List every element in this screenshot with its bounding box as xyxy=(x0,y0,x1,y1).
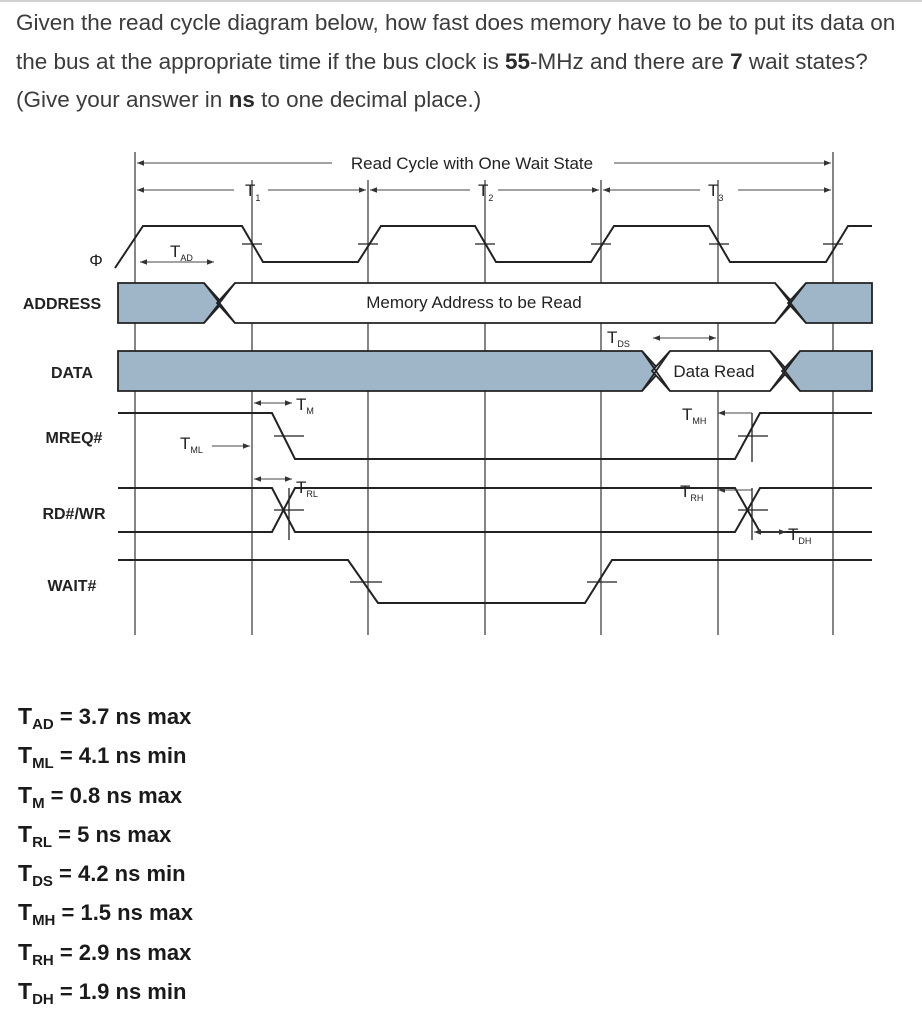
tm-label: $T_M$ xyxy=(296,395,314,416)
tad-label: $T_{AD}$ xyxy=(170,242,193,263)
clock-label: Φ xyxy=(89,251,103,270)
address-bus xyxy=(118,283,872,323)
state-t2: $T_2$ xyxy=(478,181,494,203)
read-cycle-timing-diagram xyxy=(0,140,922,660)
trl-label: $T_{RL}$ xyxy=(296,478,318,499)
timing-parameters-list xyxy=(18,700,193,1014)
mreq-label: MREQ# xyxy=(45,430,103,447)
tds-label: $T_{DS}$ xyxy=(607,328,630,349)
clock-waveform xyxy=(115,226,872,268)
cycle-title: Read Cycle with One Wait State xyxy=(350,154,594,173)
question-part-4: to one decimal place.) xyxy=(254,87,482,112)
timing-tds: $T_{DS} = 4.2$ ns min xyxy=(18,860,186,891)
wait-waveform xyxy=(118,560,872,603)
state-t3: $T_3$ xyxy=(708,181,724,203)
timing-trh: $T_{RH} = 2.9$ ns max xyxy=(18,938,192,969)
clock-value: 55 xyxy=(505,48,531,74)
answer-unit: ns xyxy=(228,87,255,112)
data-bus xyxy=(118,351,872,391)
rdwr-label: RD#/WR xyxy=(42,506,106,523)
top-border xyxy=(0,0,922,2)
question-part-2: -MHz and there are xyxy=(530,48,731,74)
address-text: Memory Address to be Read xyxy=(366,293,582,312)
trh-label: $T_{RH}$ xyxy=(680,482,704,503)
data-label: DATA xyxy=(50,365,94,382)
question-part-1: Given the read cycle diagram below, how fast does memory have to be to put its data on the bus at the appropriate time if the bus clock is xyxy=(16,10,896,74)
cycle-dimension xyxy=(137,154,831,173)
grid-lines xyxy=(135,152,833,635)
address-label: ADDRESS xyxy=(22,296,102,313)
timing-tad: $T_{AD} = 3.7$ ns max xyxy=(18,703,192,733)
timing-tml: $T_{ML} = 4.1$ ns min xyxy=(18,742,187,773)
timing-tdh: $T_{DH} = 1.9$ ns min xyxy=(18,978,187,1009)
tdh-label: $T_{DH}$ xyxy=(788,525,812,546)
timing-trl: $T_{RL} = 5$ ns max xyxy=(18,820,172,851)
wait-states-value: 7 xyxy=(730,48,743,74)
state-t1: $T_1$ xyxy=(245,181,261,203)
data-text: Data Read xyxy=(673,362,755,381)
question-text xyxy=(16,4,906,120)
timing-tmh: $T_{MH} = 1.5$ ns max xyxy=(18,899,193,930)
wait-label: WAIT# xyxy=(47,578,97,595)
tmh-label: $T_{MH}$ xyxy=(682,405,707,426)
tml-label: $T_{ML}$ xyxy=(180,434,203,455)
question-part-3: wait states? (Give your answer in xyxy=(16,48,868,112)
timing-tm: $T_M = 0.8$ ns max xyxy=(18,781,183,812)
